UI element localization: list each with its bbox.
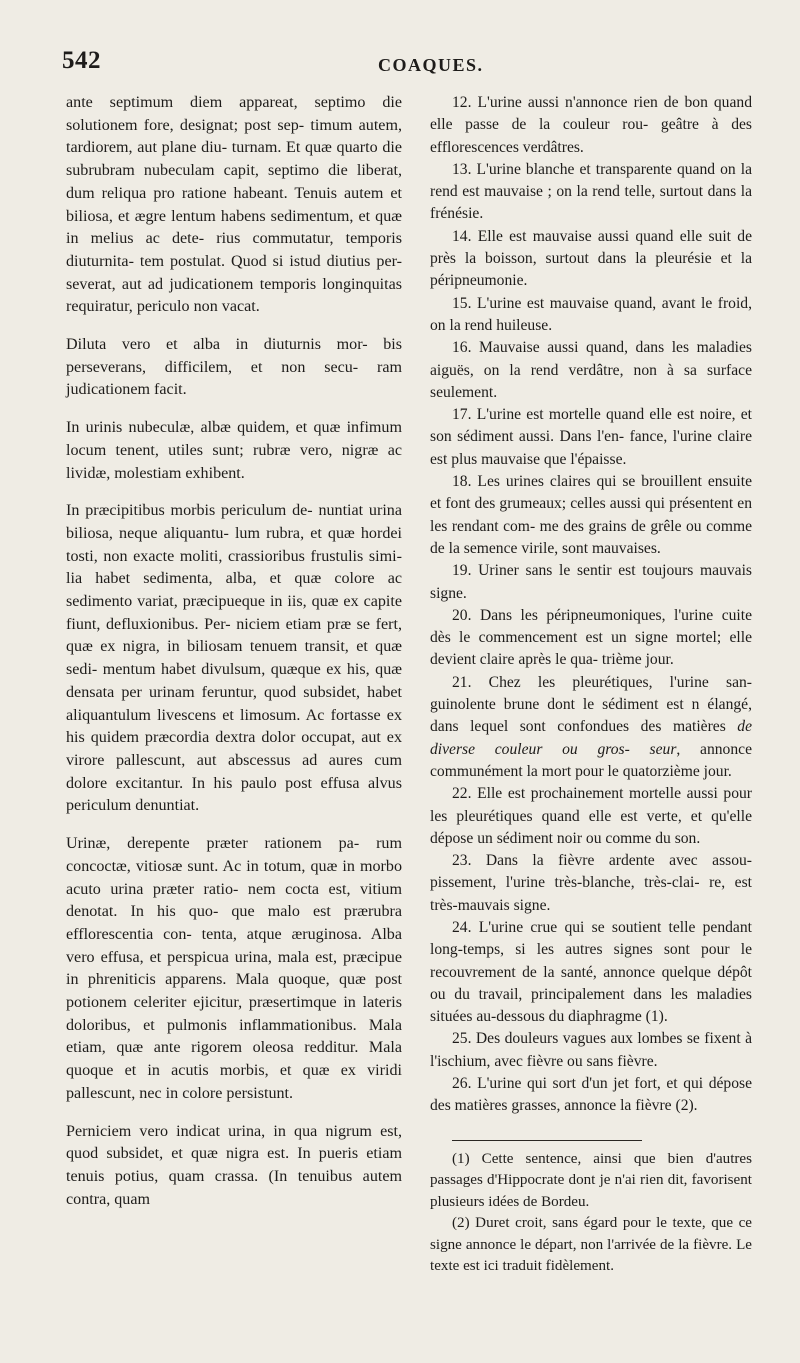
latin-paragraph: In præcipitibus morbis periculum de- nuntiat urina biliosa, neque aliquantu- lum rubra, et quæ hordei tosti, non exacte moliti, crassioribus frustulis simi- lia habet sedimenta, alba, et quæ colore ac sedimento variat, præcipueque in iis, quæ ex capite fiunt, defluxionibus. Per- niciem etiam præ se fert, quæ ex nigra, in biliosam tenuem transit, et quæ sedi- mentum habet divulsum, quæque ex his, quæ densata per urinam feruntur, quod subsidet, habet aliquantulum livescens et limosum. Ac fortasse ex his quidem præcordia dextra dolor occupat, aut ex virore pallescunt, aut abscessus ad aures cum dolore excitantur. In his paulo post effusa alvus periculum denuntiat.	[66, 502, 402, 815]
french-text-column	[430, 92, 752, 1278]
french-paragraph: 17. L'urine est mortelle quand elle est noire, et son sédiment aussi. Dans l'en- fance, l'urine claire est plus mauvaise que l'épaisse.	[430, 406, 752, 468]
page-header	[62, 47, 742, 81]
footnotes	[430, 1149, 752, 1278]
paragraph-text: , annonce communément la mort pour le quatorzième jour.	[430, 740, 752, 780]
latin-paragraph: Diluta vero et alba in diuturnis mor- bis perseverans, difficilem, et non secu- ram judicationem facit.	[66, 336, 402, 399]
latin-paragraph: ante septimum diem appareat, septimo die solutionem fore, designat; post sep- timum autem, tardiorem, aut plane diu- turnam. Et quæ quarto die subrubram nubeculam capit, septimo die liberat, dum reliqua pro ratione habeant. Tenuis autem et biliosa, et ægre lentum habens sedimentum, et quæ in melius ac dete- rius commutatur, temporis diuturnita- tem postulat. Quod si istud diutius per- severat, aut ad judicationem temporis longinquitas requiratur, periculo non vacat.	[66, 94, 402, 316]
french-paragraph: 18. Les urines claires qui se brouillent ensuite et font des grumeaux; celles aussi qui présentent en les rendant com- me des grains de grêle ou comme de la semence virile, sont mauvaises.	[430, 473, 752, 557]
paragraph-text: 21. Chez les pleurétiques, l'urine san- guinolente brune dont le sédiment est n élangé, dans lequel sont confondues des matières	[430, 673, 752, 736]
french-paragraph: 23. Dans la fièvre ardente avec assou- pissement, l'urine très-blanche, très-clai- re, est très-mauvais signe.	[430, 852, 752, 914]
page-number: 542	[62, 47, 101, 74]
italic-phrase: de diverse couleur ou gros- seur	[430, 718, 752, 758]
latin-text-column	[66, 92, 402, 1226]
footnote: (2) Duret croit, sans égard pour le texte, que ce signe annonce le départ, non l'arrivée de la fièvre. Le texte est ici traduit fidèlement.	[430, 1215, 752, 1275]
running-title: COAQUES.	[378, 55, 484, 75]
french-paragraph: 15. L'urine est mauvaise quand, avant le froid, on la rend huileuse.	[430, 294, 752, 334]
french-paragraph: 12. L'urine aussi n'annonce rien de bon quand elle passe de la couleur rou- geâtre à des efflorescences verdâtres.	[430, 94, 752, 156]
latin-paragraph: Perniciem vero indicat urina, in qua nigrum est, quod subsidet, et quæ nigra est. In pueris etiam tenuis potius, quam crassa. (In tenuibus autem contra, quam	[66, 1122, 402, 1208]
french-paragraph	[430, 672, 752, 783]
french-paragraph: 22. Elle est prochainement mortelle aussi pour les pleurétiques quand elle est verte, et qu'elle dépose un sédiment noir ou comme du son.	[430, 785, 752, 847]
french-paragraph: 24. L'urine crue qui se soutient telle pendant long-temps, si les autres signes sont pour le recouvrement de la santé, annonce quelque dépôt ou du travail, principalement dans les maladies situées au-dessous du diaphragme (1).	[430, 918, 752, 1026]
french-paragraph: 13. L'urine blanche et transparente quand on la rend est mauvaise ; on la rend telle, surtout dans la frénésie.	[430, 160, 752, 223]
french-paragraph: 14. Elle est mauvaise aussi quand elle suit de près la boisson, surtout dans la pleurésie et la péripneumonie.	[430, 227, 752, 290]
latin-paragraph: In urinis nubeculæ, albæ quidem, et quæ infimum locum tenent, utiles sunt; rubræ vero, nigræ ac lividæ, molestiam exhibent.	[66, 419, 402, 482]
french-paragraph: 20. Dans les péripneumoniques, l'urine cuite dès le commencement est un signe mortel; elle devient claire après le qua- trième jour.	[430, 606, 752, 669]
french-paragraph: 16. Mauvaise aussi quand, dans les maladies aiguës, on la rend verdâtre, non à sa surface seulement.	[430, 339, 752, 401]
french-paragraph: 19. Uriner sans le sentir est toujours mauvais signe.	[430, 562, 752, 602]
footnote: (1) Cette sentence, ainsi que bien d'autres passages d'Hippocrate dont je n'ai rien dit, favorisent plusieurs idées de Bordeu.	[430, 1150, 752, 1210]
french-paragraph: 26. L'urine qui sort d'un jet fort, et qui dépose des matières grasses, annonce la fièvre (2).	[430, 1075, 752, 1115]
footnote-divider	[452, 1140, 642, 1141]
latin-paragraph: Urinæ, derepente præter rationem pa- rum concoctæ, vitiosæ sunt. Ac in totum, quæ in morbo acuto urina præter ratio- nem cocta est, vitium denotat. In his quo- que malo est prærubra efflorescentia con- tenta, atque æruginosa. Alba vero effusa, et perspicua urina, mala est, præcipue in phreniticis apparens. Mala quoque, quæ post potionem celeriter ejicitur, præsertimque in lateris doloribus, et pulmonis inflammationibus. Mala etiam, quæ ante rigorem oleosa redditur. Mala quoque et in acutis morbis, et quæ ex viridi pallescunt, nec in colore persistunt.	[66, 835, 402, 1102]
french-paragraph: 25. Des douleurs vagues aux lombes se fixent à l'ischium, avec fièvre ou sans fièvre.	[430, 1030, 752, 1070]
